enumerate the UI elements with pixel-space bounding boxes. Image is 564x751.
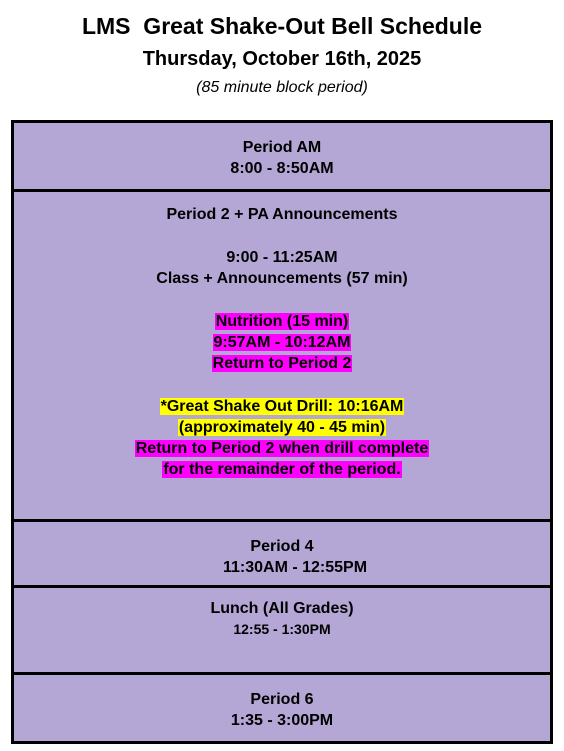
nutrition-return: Return to Period 2 (212, 355, 352, 372)
period-name: Lunch (All Grades) (210, 600, 354, 617)
period-4-row (14, 522, 550, 585)
lunch-row (14, 588, 550, 672)
period-name: Period AM (242, 139, 322, 156)
period-time: 11:30AM - 12:55PM (222, 559, 368, 576)
nutrition-label: Nutrition (15 min) (215, 313, 349, 330)
period-name: Period 2 + PA Announcements (166, 206, 398, 223)
drill-duration: (approximately 40 - 45 min) (178, 419, 386, 436)
period-name: Period 6 (250, 691, 314, 708)
block-period-note: (85 minute block period) (196, 79, 368, 96)
period-6-row (14, 675, 550, 741)
spacer (14, 289, 550, 311)
schedule-table (11, 120, 553, 744)
period-name: Period 4 (250, 538, 314, 555)
period-time: 1:35 - 3:00PM (230, 712, 334, 729)
drill-return-line-1: Return to Period 2 when drill complete (135, 440, 429, 457)
drill-label: *Great Shake Out Drill: 10:16AM (160, 398, 404, 415)
period-am-row (14, 123, 550, 189)
period-time: 12:55 - 1:30PM (233, 621, 331, 637)
nutrition-time: 9:57AM - 10:12AM (213, 334, 351, 351)
drill-return-line-2: for the remainder of the period. (163, 461, 401, 478)
page-title: LMS Great Shake-Out Bell Schedule (81, 13, 483, 39)
period-time: 8:00 - 8:50AM (230, 160, 334, 177)
spacer (14, 225, 550, 247)
spacer (14, 374, 550, 396)
period-detail: Class + Announcements (57 min) (156, 270, 408, 287)
period-time: 9:00 - 11:25AM (226, 249, 338, 266)
period-2-row (14, 192, 550, 519)
schedule-date: Thursday, October 16th, 2025 (142, 48, 422, 70)
